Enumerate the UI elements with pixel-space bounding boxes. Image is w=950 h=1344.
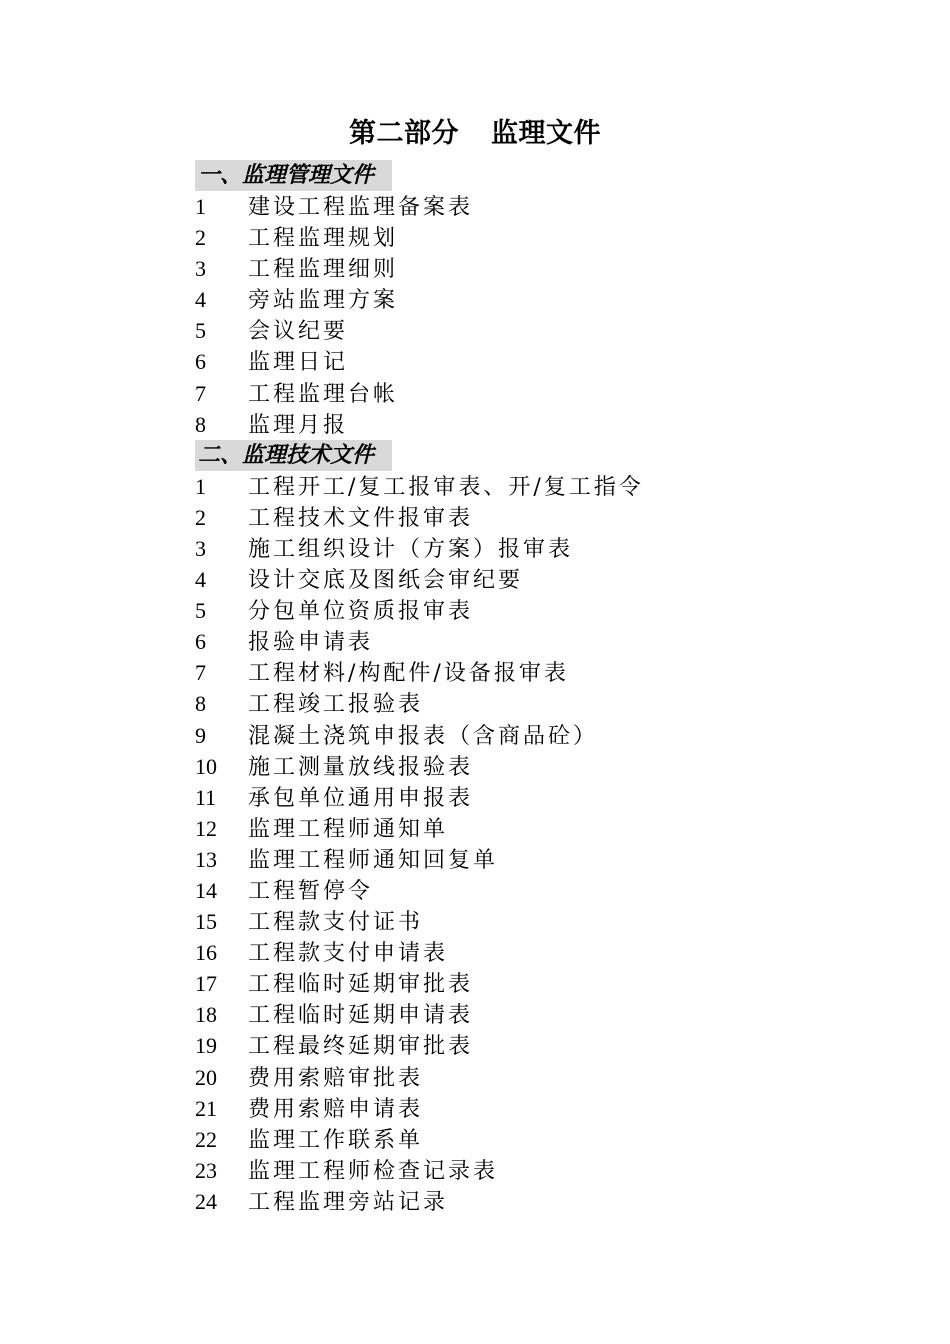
item-number: 7 [195,380,206,406]
title-name: 监理文件 [491,118,601,149]
item-number: 5 [195,598,206,624]
list-item [195,968,895,999]
item-text: 监理工作联系单 [248,1127,424,1153]
item-number: 5 [195,318,206,344]
item-number: 13 [195,846,217,872]
item-text: 工程临时延期审批表 [248,972,474,998]
list-item [195,657,895,688]
item-number: 1 [195,194,206,219]
item-number: 8 [195,411,206,437]
list-item [195,782,895,813]
item-text: 建设工程监理备案表 [248,195,474,220]
item-text: 工程技术文件报审表 [248,505,474,531]
item-text: 监理工程师通知单 [248,816,449,842]
list-item [195,378,895,409]
item-text: 工程竣工报验表 [248,692,424,718]
item-text: 工程最终延期审批表 [248,1034,474,1060]
item-text: 分包单位资质报审表 [248,599,474,625]
item-number: 18 [195,1002,217,1028]
list-item [195,1155,895,1186]
item-number: 1 [195,473,206,499]
item-text: 承包单位通用申报表 [248,785,474,811]
item-number: 9 [195,722,206,748]
item-number: 7 [195,660,206,686]
document-list [195,191,895,440]
item-number: 19 [195,1033,217,1059]
item-number: 3 [195,256,206,282]
list-item [195,409,895,440]
item-text: 工程监理旁站记录 [248,1189,449,1215]
list-item [195,595,895,626]
item-text: 工程款支付申请表 [248,941,449,967]
item-number: 21 [195,1095,217,1121]
list-item [195,315,895,346]
item-number: 10 [195,753,217,779]
item-text: 工程材料/构配件/设备报审表 [248,661,569,687]
item-text: 费用索赔审批表 [248,1065,424,1091]
item-number: 4 [195,567,206,593]
item-number: 11 [195,784,217,810]
item-text: 监理工程师通知回复单 [248,847,499,873]
item-text: 会议纪要 [248,319,349,345]
item-text: 工程监理细则 [248,257,399,283]
item-text: 混凝土浇筑申报表（含商品砼） [248,723,599,749]
item-text: 施工测量放线报验表 [248,754,474,780]
list-item [195,346,895,377]
list-item [195,1093,895,1124]
list-item [195,1186,895,1217]
page-title [0,114,950,154]
item-number: 15 [195,909,217,935]
list-item [195,688,895,719]
list-item [195,720,895,751]
list-item [195,564,895,595]
list-item [195,906,895,937]
list-item [195,253,895,284]
item-number: 2 [195,504,206,530]
item-text: 费用索赔申请表 [248,1096,424,1122]
item-number: 14 [195,877,217,903]
item-number: 24 [195,1188,217,1214]
document-content [195,160,895,1217]
section-technical-documents [195,440,895,1217]
list-item [195,937,895,968]
section-management-documents [195,160,895,440]
item-number: 20 [195,1064,217,1090]
item-text: 旁站监理方案 [248,288,399,314]
item-text: 工程暂停令 [248,878,374,904]
item-text: 工程监理台帐 [248,381,399,407]
document-list [195,471,895,1217]
item-text: 工程监理规划 [248,226,399,252]
item-text: 监理日记 [248,350,349,376]
item-number: 16 [195,940,217,966]
item-number: 6 [195,629,206,655]
item-text: 工程临时延期申请表 [248,1003,474,1029]
item-number: 23 [195,1157,217,1183]
section-heading: 一、监理管理文件 [195,160,392,191]
item-number: 3 [195,535,206,561]
list-item [195,626,895,657]
title-part: 第二部分 [349,118,459,149]
item-number: 4 [195,287,206,313]
item-text: 监理月报 [248,412,349,438]
item-number: 12 [195,815,217,841]
item-text: 工程款支付证书 [248,910,424,936]
item-number: 8 [195,691,206,717]
list-item [195,875,895,906]
list-item [195,1030,895,1061]
list-item [195,1124,895,1155]
section-heading: 二、监理技术文件 [195,440,392,471]
list-item [195,533,895,564]
list-item [195,844,895,875]
list-item [195,751,895,782]
item-number: 22 [195,1126,217,1152]
list-item [195,999,895,1030]
item-text: 设计交底及图纸会审纪要 [248,568,524,594]
list-item [195,502,895,533]
list-item [195,222,895,253]
item-text: 工程开工/复工报审表、开/复工指令 [248,474,644,500]
list-item [195,813,895,844]
item-text: 报验申请表 [248,630,374,656]
item-number: 17 [195,971,217,997]
list-item [195,191,895,222]
item-number: 2 [195,225,206,251]
list-item [195,471,895,502]
item-text: 施工组织设计（方案）报审表 [248,536,574,562]
item-number: 6 [195,349,206,375]
list-item [195,284,895,315]
list-item [195,1062,895,1093]
item-text: 监理工程师检查记录表 [248,1158,499,1184]
